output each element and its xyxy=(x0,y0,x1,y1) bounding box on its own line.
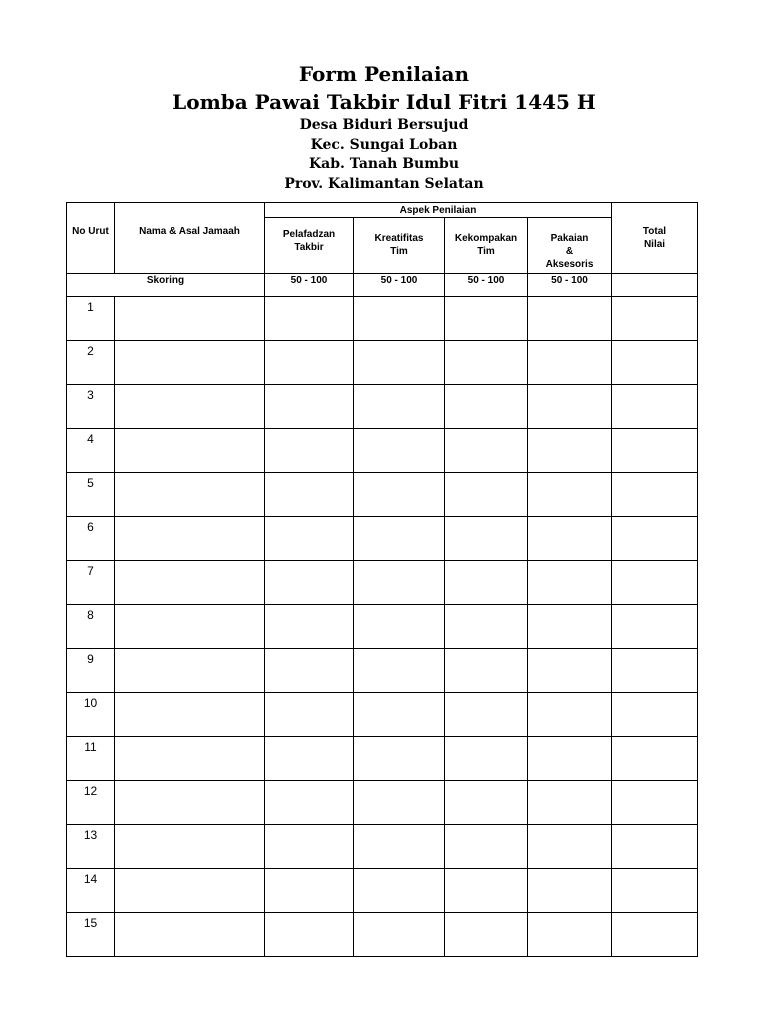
total-cell[interactable] xyxy=(612,385,698,429)
pelafadzan-cell[interactable] xyxy=(265,913,354,957)
name-cell[interactable] xyxy=(115,605,265,649)
aspect-line: Aksesoris xyxy=(545,259,594,270)
pakaian-cell[interactable] xyxy=(528,605,612,649)
name-cell[interactable] xyxy=(115,781,265,825)
table-row xyxy=(67,517,698,561)
scoring-table xyxy=(66,202,698,957)
header-aspek-penilaian: Aspek Penilaian xyxy=(265,203,612,218)
aspect-line: Pakaian xyxy=(550,233,589,244)
total-cell[interactable] xyxy=(612,737,698,781)
kekompakan-cell[interactable] xyxy=(445,649,528,693)
form-header xyxy=(0,60,768,194)
row-number: 9 xyxy=(67,649,115,693)
score-range: 50 - 100 xyxy=(528,274,612,297)
pakaian-cell[interactable] xyxy=(528,869,612,913)
name-cell[interactable] xyxy=(115,561,265,605)
pakaian-cell[interactable] xyxy=(528,297,612,341)
header-nama-asal: Nama & Asal Jamaah xyxy=(115,203,265,274)
kekompakan-cell[interactable] xyxy=(445,737,528,781)
aspect-kreatifitas xyxy=(354,218,445,274)
village-line: Desa Biduri Bersujud xyxy=(299,117,469,133)
table-row xyxy=(67,297,698,341)
kreatifitas-cell[interactable] xyxy=(354,561,445,605)
row-number: 14 xyxy=(67,869,115,913)
total-cell[interactable] xyxy=(612,825,698,869)
kreatifitas-cell[interactable] xyxy=(354,869,445,913)
aspect-pakaian xyxy=(528,218,612,274)
kreatifitas-cell[interactable] xyxy=(354,341,445,385)
total-cell[interactable] xyxy=(612,297,698,341)
pakaian-cell[interactable] xyxy=(528,693,612,737)
kreatifitas-cell[interactable] xyxy=(354,605,445,649)
kekompakan-cell[interactable] xyxy=(445,913,528,957)
total-cell[interactable] xyxy=(612,781,698,825)
pakaian-cell[interactable] xyxy=(528,781,612,825)
total-cell[interactable] xyxy=(612,429,698,473)
kreatifitas-cell[interactable] xyxy=(354,297,445,341)
kekompakan-cell[interactable] xyxy=(445,341,528,385)
table-row xyxy=(67,869,698,913)
province-line: Prov. Kalimantan Selatan xyxy=(284,175,484,192)
pakaian-cell[interactable] xyxy=(528,561,612,605)
table-row xyxy=(67,605,698,649)
kekompakan-cell[interactable] xyxy=(445,781,528,825)
kekompakan-cell[interactable] xyxy=(445,605,528,649)
row-number: 10 xyxy=(67,693,115,737)
name-cell[interactable] xyxy=(115,517,265,561)
table-row xyxy=(67,473,698,517)
pelafadzan-cell[interactable] xyxy=(265,297,354,341)
header-no-urut: No Urut xyxy=(67,203,115,274)
aspect-line: Pelafadzan xyxy=(282,229,336,240)
district-line: Kec. Sungai Loban xyxy=(310,136,458,153)
pelafadzan-cell[interactable] xyxy=(265,385,354,429)
header-total-nilai xyxy=(612,203,698,274)
kreatifitas-cell[interactable] xyxy=(354,385,445,429)
name-cell[interactable] xyxy=(115,385,265,429)
name-cell[interactable] xyxy=(115,693,265,737)
name-cell[interactable] xyxy=(115,737,265,781)
pakaian-cell[interactable] xyxy=(528,385,612,429)
kreatifitas-cell[interactable] xyxy=(354,781,445,825)
row-number: 6 xyxy=(67,517,115,561)
kekompakan-cell[interactable] xyxy=(445,869,528,913)
kekompakan-cell[interactable] xyxy=(445,693,528,737)
aspect-line: Takbir xyxy=(294,242,324,253)
kekompakan-cell[interactable] xyxy=(445,473,528,517)
row-number: 1 xyxy=(67,297,115,341)
table-row xyxy=(67,561,698,605)
name-cell[interactable] xyxy=(115,473,265,517)
name-cell[interactable] xyxy=(115,429,265,473)
pakaian-cell[interactable] xyxy=(528,341,612,385)
aspect-pelafadzan xyxy=(265,218,354,274)
row-number: 12 xyxy=(67,781,115,825)
pakaian-cell[interactable] xyxy=(528,473,612,517)
kekompakan-cell[interactable] xyxy=(445,429,528,473)
pelafadzan-cell[interactable] xyxy=(265,429,354,473)
total-label-1: Total xyxy=(642,226,667,237)
pelafadzan-cell[interactable] xyxy=(265,341,354,385)
pelafadzan-cell[interactable] xyxy=(265,737,354,781)
kreatifitas-cell[interactable] xyxy=(354,429,445,473)
row-number: 7 xyxy=(67,561,115,605)
regency-line: Kab. Tanah Bumbu xyxy=(308,156,460,172)
kekompakan-cell[interactable] xyxy=(445,517,528,561)
pelafadzan-cell[interactable] xyxy=(265,693,354,737)
total-cell[interactable] xyxy=(612,473,698,517)
pakaian-cell[interactable] xyxy=(528,649,612,693)
form-title: Form Penilaian xyxy=(298,62,470,86)
table-row xyxy=(67,737,698,781)
name-cell[interactable] xyxy=(115,825,265,869)
aspect-line: Tim xyxy=(477,246,495,257)
row-number: 8 xyxy=(67,605,115,649)
pelafadzan-cell[interactable] xyxy=(265,517,354,561)
table-row xyxy=(67,649,698,693)
name-cell[interactable] xyxy=(115,869,265,913)
table-row xyxy=(67,781,698,825)
table-row xyxy=(67,429,698,473)
pelafadzan-cell[interactable] xyxy=(265,561,354,605)
form-subtitle: Lomba Pawai Takbir Idul Fitri 1445 H xyxy=(172,90,596,114)
kreatifitas-cell[interactable] xyxy=(354,737,445,781)
row-number: 3 xyxy=(67,385,115,429)
pakaian-cell[interactable] xyxy=(528,913,612,957)
score-range: 50 - 100 xyxy=(265,274,354,297)
row-number: 4 xyxy=(67,429,115,473)
kekompakan-cell[interactable] xyxy=(445,385,528,429)
total-cell[interactable] xyxy=(612,649,698,693)
aspect-line: Kreatifitas xyxy=(374,233,424,244)
scoring-label: Skoring xyxy=(67,274,265,297)
total-cell[interactable] xyxy=(612,341,698,385)
total-cell[interactable] xyxy=(612,561,698,605)
row-number: 5 xyxy=(67,473,115,517)
pelafadzan-cell[interactable] xyxy=(265,825,354,869)
row-number: 13 xyxy=(67,825,115,869)
total-cell[interactable] xyxy=(612,605,698,649)
pelafadzan-cell[interactable] xyxy=(265,869,354,913)
total-cell[interactable] xyxy=(612,517,698,561)
pakaian-cell[interactable] xyxy=(528,429,612,473)
table-row xyxy=(67,693,698,737)
pakaian-cell[interactable] xyxy=(528,517,612,561)
score-total-empty xyxy=(612,274,698,297)
aspect-line: Tim xyxy=(390,246,408,257)
kekompakan-cell[interactable] xyxy=(445,297,528,341)
pelafadzan-cell[interactable] xyxy=(265,649,354,693)
name-cell[interactable] xyxy=(115,297,265,341)
row-number: 2 xyxy=(67,341,115,385)
kreatifitas-cell[interactable] xyxy=(354,693,445,737)
total-cell[interactable] xyxy=(612,913,698,957)
aspect-line: Kekompakan xyxy=(454,233,518,244)
total-label-2: Nilai xyxy=(643,239,666,250)
kekompakan-cell[interactable] xyxy=(445,825,528,869)
row-number: 11 xyxy=(67,737,115,781)
table-row xyxy=(67,913,698,957)
kreatifitas-cell[interactable] xyxy=(354,649,445,693)
table-row xyxy=(67,341,698,385)
entry-rows xyxy=(67,297,698,957)
table-row xyxy=(67,385,698,429)
score-range: 50 - 100 xyxy=(354,274,445,297)
pelafadzan-cell[interactable] xyxy=(265,781,354,825)
pakaian-cell[interactable] xyxy=(528,737,612,781)
total-cell[interactable] xyxy=(612,693,698,737)
kreatifitas-cell[interactable] xyxy=(354,517,445,561)
total-cell[interactable] xyxy=(612,869,698,913)
aspect-kekompakan xyxy=(445,218,528,274)
kreatifitas-cell[interactable] xyxy=(354,473,445,517)
kreatifitas-cell[interactable] xyxy=(354,825,445,869)
table-row xyxy=(67,825,698,869)
kreatifitas-cell[interactable] xyxy=(354,913,445,957)
pakaian-cell[interactable] xyxy=(528,825,612,869)
pelafadzan-cell[interactable] xyxy=(265,473,354,517)
row-number: 15 xyxy=(67,913,115,957)
pelafadzan-cell[interactable] xyxy=(265,605,354,649)
name-cell[interactable] xyxy=(115,913,265,957)
score-range: 50 - 100 xyxy=(445,274,528,297)
name-cell[interactable] xyxy=(115,341,265,385)
name-cell[interactable] xyxy=(115,649,265,693)
aspect-line: & xyxy=(565,246,574,257)
scoring-row xyxy=(67,274,698,297)
kekompakan-cell[interactable] xyxy=(445,561,528,605)
